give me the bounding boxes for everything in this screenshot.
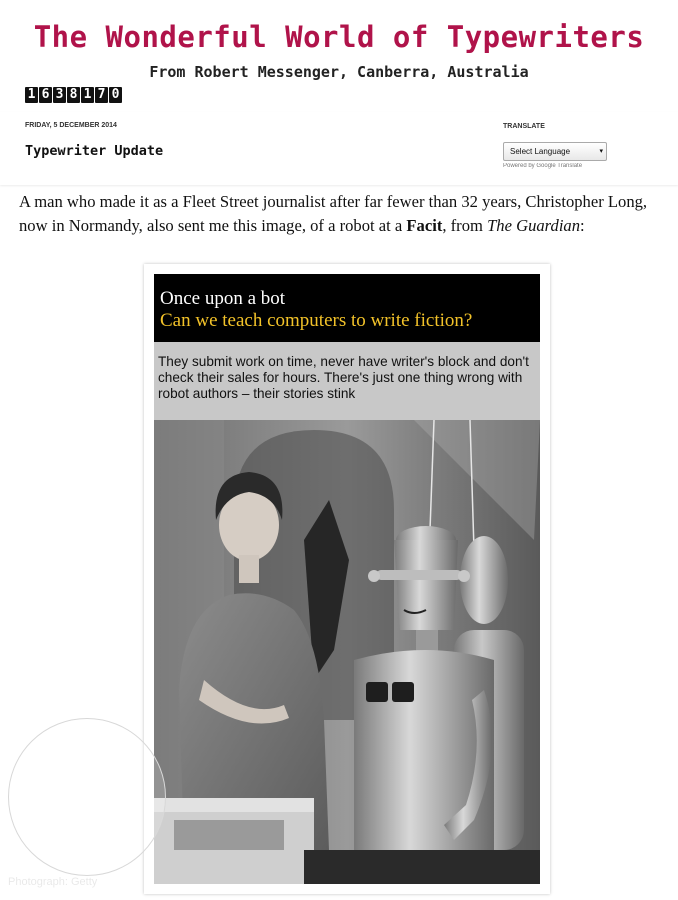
guardian-clipping [154,274,540,884]
article-text-start: A man who made it as a Fleet Street journalist after far fewer than 32 years, Christopher Long, now in Normandy, also sent me this image, of a robot at a [19,192,648,235]
blog-title[interactable]: The Wonderful World of Typewriters [33,20,645,54]
translate-heading: TRANSLATE [503,123,545,130]
counter-digit: 3 [53,87,66,103]
language-select[interactable] [503,142,607,161]
counter-digit: 1 [81,87,94,103]
chevron-down-icon: ▾ [599,148,603,155]
image-headline: Can we teach computers to write fiction? [160,310,473,331]
article-text-mid: , from [442,216,488,235]
post-title[interactable]: Typewriter Update [25,143,164,159]
standfirst-box [154,342,540,420]
blog-header [0,0,678,112]
photo-credit: Photograph: Getty [8,876,98,888]
article-image[interactable] [144,264,550,894]
blog-subtitle: From Robert Messenger, Canberra, Australia [149,63,529,81]
robot-typist-photo [154,420,540,884]
hit-counter [25,87,122,103]
article-bold-facit: Facit [406,216,443,235]
language-select-value: Select Language [510,147,571,156]
post-date: FRIDAY, 5 DECEMBER 2014 [25,122,117,129]
article-text-end: : [580,216,585,235]
counter-digit: 6 [39,87,52,103]
touch-indicator-circle [8,718,166,876]
typewriter-shape [154,798,314,884]
image-standfirst: They submit work on time, never have writer's block and don't check their sales for hours. There's just one thing wrong with robot authors – their stories stink [158,354,529,401]
powered-by-google[interactable]: Powered by Google Translate [503,163,583,169]
image-kicker: Once upon a bot [160,288,286,309]
headline-box [154,274,540,342]
counter-digit: 0 [109,87,122,103]
post-header-bar [0,112,678,185]
article-source-guardian: The Guardian [487,216,581,235]
counter-digit: 8 [67,87,80,103]
counter-digit: 7 [95,87,108,103]
article-paragraph [19,190,669,238]
counter-digit: 1 [25,87,38,103]
